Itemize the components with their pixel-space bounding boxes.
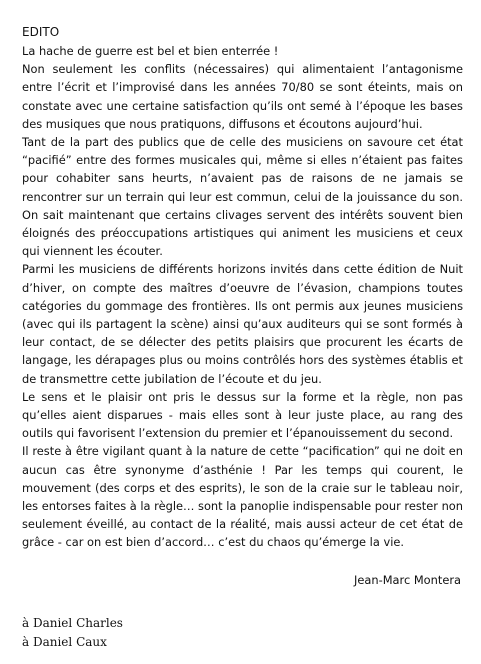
- author-signature: Jean-Marc Montera: [354, 573, 461, 587]
- paragraph: Il reste à être vigilant quant à la nature de cette “pacification” qui ne doit en aucun cas être synonyme d’asthénie ! Par les temps qui courent, le mouvement (des corps et des esprits), le son de la craie sur le tableau noir, les entorses faites à la règle… sont la panoplie indispensable pour rester non seulement éveillé, au contact de la réalité, mais aussi acteur de cet état de grâce - car on est bien d’accord… c’est du chaos qu’émerge la vie.: [22, 444, 463, 550]
- paragraph: Non seulement les conflits (nécessaires) qui alimentaient l’antagonisme entre l’écrit et l’improvisé dans les années 70/80 se sont éteints, mais on constate avec une certaine satisfaction qu’ils ont semé à l’époque les bases des musiques que nous pratiquons, diffusons et écoutons aujourd’hui.: [22, 62, 463, 131]
- editorial-body: [22, 42, 463, 552]
- paragraph: Tant de la part des publics que de celle des musiciens on savoure cet état “pacifié” entre des formes musicales qui, même si elles n’étaient pas faites pour cohabiter sans heurts, n’avaient pas de raisons de ne jamais se rencontrer sur un terrain qui leur est commun, celui de la jouissance du son. On sait maintenant que certains clivages servent des intérêts souvent bien éloignés des préoccupations artistiques qui animent les musiciens et ceux qui viennent les écouter.: [22, 135, 463, 259]
- dedications: [22, 614, 123, 652]
- dedication-line: à Daniel Caux: [22, 635, 107, 649]
- dedication-line: à Daniel Charles: [22, 616, 123, 630]
- paragraph: Parmi les musiciens de différents horizons invités dans cette édition de Nuit d’hiver, on compte des maîtres d’oeuvre de l’évasion, champions toutes catégories du gommage des frontières. Ils ont permis aux jeunes musiciens (avec qui ils partagent la scène) ainsi qu’aux auditeurs qui se sont formés à leur contact, de se délecter des petits plaisirs que procurent les écarts de langage, les dérapages plus ou moins contrôlés hors des systèmes établis et de transmettre cette jubilation de l’écoute et du jeu.: [22, 262, 463, 386]
- paragraph: Le sens et le plaisir ont pris le dessus sur la forme et la règle, non pas qu’elles aient disparues - mais elles sont à leur juste place, au rang des outils qui favorisent l’extension du premier et l’épanouissement du second.: [22, 389, 463, 441]
- paragraph: La hache de guerre est bel et bien enterrée !: [22, 44, 279, 58]
- page-title: EDITO: [22, 25, 60, 39]
